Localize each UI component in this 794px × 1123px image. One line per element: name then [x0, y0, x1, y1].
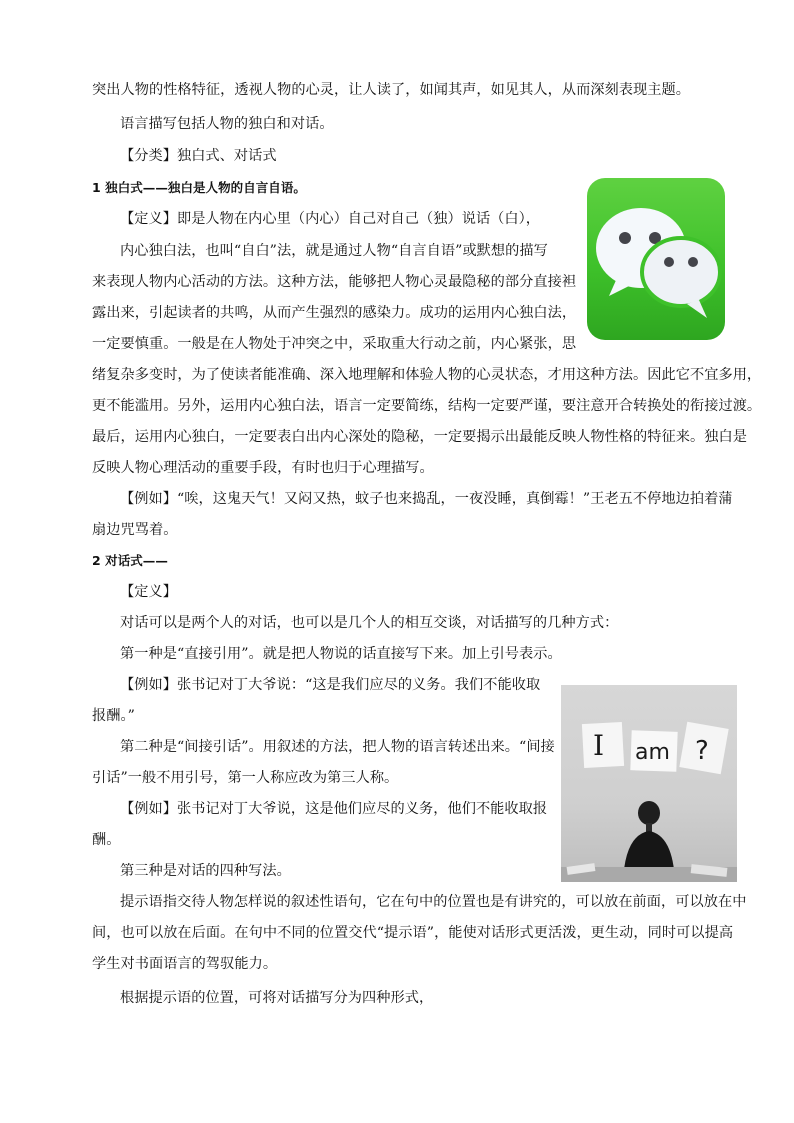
wechat-bubbles-icon: [587, 178, 725, 340]
paragraph-line: 第一种是“直接引用”。就是把人物说的话直接写下来。加上引号表示。: [120, 646, 562, 662]
definition-line: 【定义】即是人物在内心里（内心）自己对自己（独）说话（白），: [120, 211, 541, 227]
paragraph-line: 根据提示语的位置，可将对话描写分为四种形式，: [120, 990, 434, 1006]
example-line: 【例如】张书记对丁大爷说：“这是我们应尽的义务。我们不能收取: [120, 677, 541, 693]
paragraph-line: 突出人物的性格特征，透视人物的心灵，让人读了，如闻其声，如见其人，从而深刻表现主题。: [92, 82, 690, 98]
example-line: 酬。: [92, 832, 121, 848]
example-line: 报酬。”: [92, 708, 135, 724]
paragraph-line: 第二种是“间接引话”。用叙述的方法，把人物的语言转述出来。“间接: [120, 739, 555, 755]
paragraph-line: 第三种是对话的四种写法。: [120, 863, 291, 879]
paragraph-line: 间，也可以放在后面。在句中不同的位置交代“提示语”，能使对话形式更活泼，更生动，同时可以提高: [92, 925, 734, 941]
paragraph-line: 学生对书面语言的驾驭能力。: [92, 956, 278, 972]
paragraph-line: 最后，运用内心独白，一定要表白出内心深处的隐秘，一定要揭示出最能反映人物性格的特征来。独白是: [92, 429, 747, 445]
document-page: [92, 0, 762, 1123]
paragraph-line: 对话可以是两个人的对话，也可以是几个人的相互交谈，对话描写的几种方式：: [120, 615, 619, 631]
section-heading-monologue: 1 独白式——独白是人物的自言自语。: [92, 180, 306, 195]
card-text-am: am: [635, 740, 670, 765]
example-line: 扇边咒骂着。: [92, 522, 178, 538]
paragraph-line: 引话”一般不用引号，第一人称应改为第三人称。: [92, 770, 399, 786]
photo-scene: [561, 685, 737, 882]
definition-line: 【定义】: [120, 584, 177, 600]
i-am-question-photo: [561, 685, 737, 882]
paragraph-line: 语言描写包括人物的独白和对话。: [120, 116, 334, 132]
paragraph-line: 提示语指交待人物怎样说的叙述性语句，它在句中的位置也是有讲究的，可以放在前面，可以放在中: [120, 894, 747, 910]
example-line: 【例如】“唉，这鬼天气！又闷又热，蚊子也来捣乱，一夜没睡，真倒霉！”王老五不停地边拍着蒲: [120, 491, 733, 507]
paragraph-line: 一定要慎重。一般是在人物处于冲突之中，采取重大行动之前，内心紧张，思: [92, 336, 577, 352]
paragraph-line: 绪复杂多变时，为了使读者能准确、深入地理解和体验人物的心灵状态，才用这种方法。因此它不宜多用，: [92, 367, 762, 383]
paragraph-line: 露出来，引起读者的共鸣，从而产生强烈的感染力。成功的运用内心独白法，: [92, 305, 577, 321]
wechat-logo-image: [587, 178, 725, 340]
paragraph-line: 反映人物心理活动的重要手段，有时也归于心理描写。: [92, 460, 434, 476]
card-text-question: ?: [695, 736, 709, 766]
category-line: 【分类】独白式、对话式: [120, 148, 277, 164]
paragraph-line: 来表现人物内心活动的方法。这种方法，能够把人物心灵最隐秘的部分直接袒: [92, 274, 577, 290]
card-text-i: I: [593, 729, 605, 762]
section-heading-dialogue: 2 对话式——: [92, 553, 168, 568]
paragraph-line: 更不能滥用。另外，运用内心独白法，语言一定要简练，结构一定要严谨，要注意开合转换处的衔接过渡。: [92, 398, 762, 414]
paragraph-line: 内心独白法，也叫“自白”法，就是通过人物“自言自语”或默想的描写: [120, 243, 548, 259]
example-line: 【例如】张书记对丁大爷说，这是他们应尽的义务，他们不能收取报: [120, 801, 548, 817]
